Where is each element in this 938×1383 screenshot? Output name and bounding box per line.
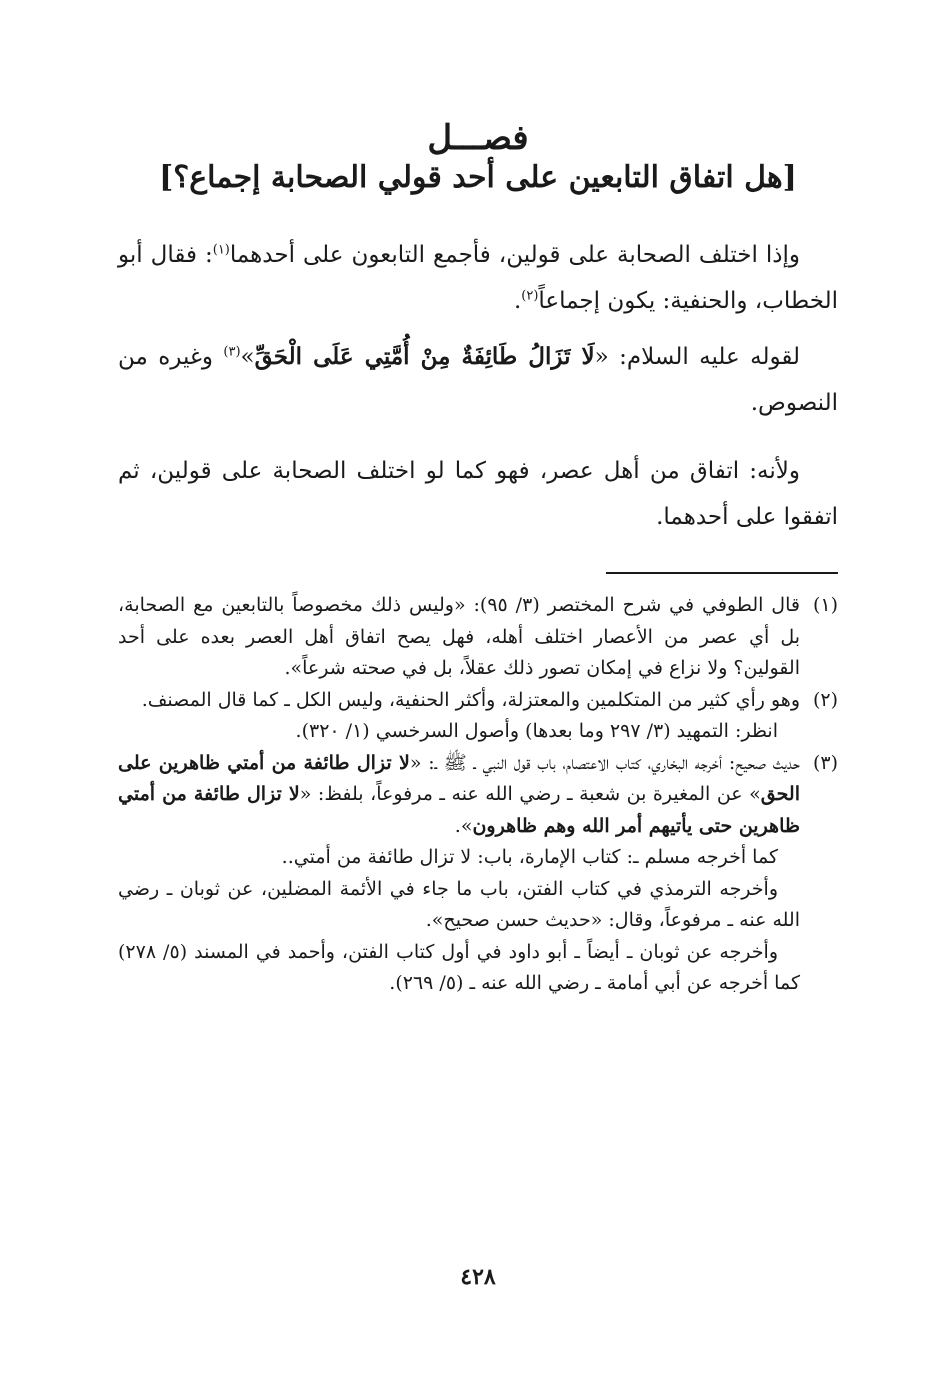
footnote-text-part: » عن المغيرة بن شعبة ـ رضي الله عنه ـ مرفوعاً، بلفظ: « [299,783,761,805]
footnote-number: (٢) [812,688,838,711]
footnote-separator [606,572,838,574]
book-page [118,0,838,1383]
hadith-text: لا تزال طائفة من أمتي ظاهرين على الحق [118,751,800,805]
body-paragraph-1 [118,232,838,324]
hadith-quote: لَا تَزَالُ طَائِفَةٌ مِنْ أُمَّتِي عَلَى الْحَقِّ [254,343,595,370]
footnote-2-reference: انظر: التمهيد (٣/ ٢٩٧ وما بعدها) وأصول السرخسي (١/ ٣٢٠). [295,720,778,742]
footnote-ref-1: (١) [212,242,230,258]
footnote-ref-2: (٢) [521,288,539,304]
body-paragraph-2 [118,334,838,426]
page-number: ٤٢٨ [460,1264,496,1290]
paragraph-text: وغيره من النصوص. [118,344,838,416]
paragraph-text: وإذا اختلف الصحابة على قولين، فأجمع التابعون على أحدهما [229,242,800,268]
footnote-2 [118,685,838,717]
footnote-number: (٣) [812,751,838,774]
footnote-3-tirmidhi: وأخرجه الترمذي في كتاب الفتن، باب ما جاء في الأئمة المضلين، عن ثوبان ـ رضي الله عنه ـ مرفوعاً، وقال: «حديث حسن صحيح». [118,877,800,931]
footnote-text [118,748,800,843]
section-heading: فصـــل [427,118,529,158]
footnote-text-part: ». [454,814,473,837]
section-title: [هل اتفاق التابعين على أحد قولي الصحابة إجماع؟] [159,160,797,195]
body-paragraph-3: ولأنه: اتفاق من أهل عصر، فهو كما لو اختلف الصحابة على قولين، ثم اتفقوا على أحدهما. [118,458,838,530]
footnote-3 [118,748,838,843]
footnote-3-abudawud: وأخرجه عن ثوبان ـ أيضاً ـ أبو داود في أول كتاب الفتن، وأحمد في المسند (٥/ ٢٧٨) كما أخرجه عن أبي أمامة ـ رضي الله عنه ـ (٥/ ٢٦٩). [118,940,800,994]
footnote-number: (١) [812,594,838,616]
footnotes [118,590,838,1000]
paragraph-text: لقوله عليه السلام: « [594,344,800,370]
hadith-text: لا تزال طائفة من أمتي ظاهرين حتى يأتيهم أمر الله وهم ظاهرون [118,783,800,837]
footnote-3-muslim: كما أخرجه مسلم ـ: كتاب الإمارة، باب: لا تزال طائفة من أمتي.. [281,846,778,868]
footnote-text: قال الطوفي في شرح المختصر (٣/ ٩٥): «وليس ذلك مخصوصاً بالتابعين مع الصحابة، بل أي عصر من الأعصار اختلف أهله، فهل يصح اتفاق أهل العصر بعده على أحد القولين؟ ولا نزاع في إمكان تصور ذلك عقلاً، بل في صحته شرعاً». [118,594,800,679]
footnote-text: وهو رأي كثير من المتكلمين والمعتزلة، وأكثر الحنفية، وليس الكل ـ كما قال المصنف. [141,688,800,711]
paragraph-text: : فقال أبو الخطاب، والحنفية: يكون إجماعاً [118,242,838,314]
quote-close: » [240,344,255,370]
paragraph-text: . [513,288,522,314]
footnote-1 [118,590,838,685]
footnote-text-part: حديث صحيح: أخرجه البخاري، كتاب الاعتصام، باب قول النبي ـ ﷺ ـ: « [409,751,801,774]
footnote-ref-3: (٣) [223,344,241,360]
